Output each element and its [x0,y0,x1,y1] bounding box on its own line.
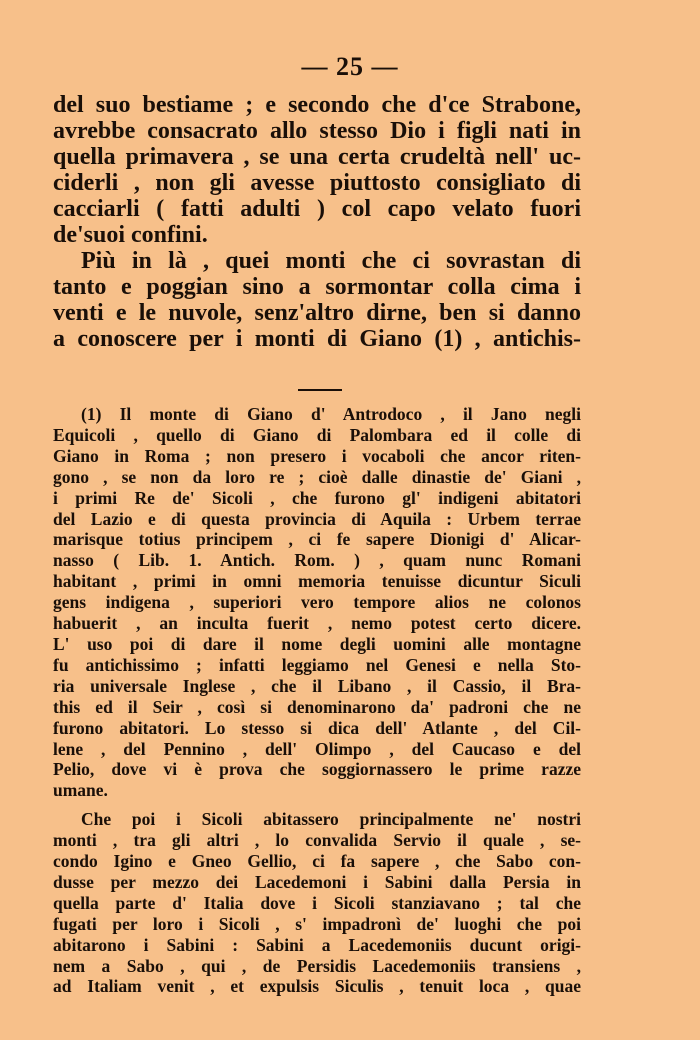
footnote-line: fu antichissimo ; infatti leggiamo nel Genesi e nella Sto- [53,654,581,675]
footnote-line: L' uso poi di dare il nome degli uomini alle montagne [53,633,581,654]
main-line: ciderli , non gli avesse piuttosto consigliato di [53,170,581,196]
footnote-line: ad Italiam venit , et expulsis Siculis , tenuit loca , quae [53,976,581,997]
main-line: de'suoi confini. [53,222,208,248]
main-line: venti e le nuvole, senz'altro dirne, ben si danno [53,300,581,326]
footnote-line: abitarono i Sabini : Sabini a Lacedemoniis ducunt origi- [53,934,581,955]
main-line: avrebbe consacrato allo stesso Dio i figli nati in [53,118,581,144]
main-text [53,92,581,352]
footnote-line: habuerit , an inculta fuerit , nemo potest certo dicere. [53,613,581,634]
footnote-line: fugati per loro i Sicoli , s' impadronì de' luoghi che poi [53,913,581,934]
footnote-line: gono , se non da loro re ; cioè dalle dinastie de' Giani , [53,466,581,487]
footnote-line: dusse per mezzo dei Lacedemoni i Sabini dalla Persia in [53,871,581,892]
footnote-line: monti , tra gli altri , lo convalida Servio il quale , se- [53,830,581,851]
main-line: cacciarli ( fatti adulti ) col capo velato fuori [53,196,581,222]
footnote-line: this ed il Seir , così si denominarono da' padroni che ne [53,696,581,717]
footnote-line: del Lazio e di questa provincia di Aquila : Urbem terrae [53,508,581,529]
footnote-line: quella parte d' Italia dove i Sicoli stanziavano ; tal che [53,892,581,913]
footnote-line: Pelio, dove vi è prova che soggiornassero le prime razze [53,759,581,780]
footnote [53,404,581,997]
footnote-line: gens indigena , superiori vero tempore alios ne colonos [53,592,581,613]
footnote-line: (1) Il monte di Giano d' Antrodoco , il Jano negli [81,404,581,424]
footnote-line: nem a Sabo , qui , de Persidis Lacedemoniis transiens , [53,955,581,976]
main-line: quella primavera , se una certa crudeltà nell' uc- [53,144,581,170]
footnote-line: condo Igino e Gneo Gellio, ci fa sapere , che Sabo con- [53,851,581,872]
footnote-line: nasso ( Lib. 1. Antich. Rom. ) , quam nunc Romani [53,550,581,571]
page-number: — 25 — [301,52,399,81]
main-line: a conoscere per i monti di Giano (1) , antichis- [53,326,581,352]
main-line: Più in là , quei monti che ci sovrastan di [81,248,581,274]
footnote-line: lene , del Pennino , dell' Olimpo , del Caucaso e del [53,738,581,759]
footnote-separator [298,389,342,391]
footnote-line: furono abitatori. Lo stesso si dica dell' Atlante , del Cil- [53,717,581,738]
main-line: tanto e poggian sino a sormontar colla cima i [53,274,581,300]
footnote-line: marisque totius principem , ci fe sapere Dionigi d' Alicar- [53,529,581,550]
main-line: del suo bestiame ; e secondo che d'ce Strabone, [53,92,581,118]
footnote-line: habitant , primi in omni memoria tenuisse dicuntur Siculi [53,571,581,592]
footnote-line: Equicoli , quello di Giano di Palombara ed il colle di [53,424,581,445]
footnote-line: i primi Re de' Sicoli , che furono gl' indigeni abitatori [53,487,581,508]
paragraph-gap [53,801,581,809]
footnote-line: umane. [53,780,108,801]
footnote-line: ria universale Inglese , che il Libano , il Cassio, il Bra- [53,675,581,696]
footnote-line: Che poi i Sicoli abitassero principalmente ne' nostri [81,809,581,830]
footnote-line: Giano in Roma ; non presero i vocaboli che ancor riten- [53,445,581,466]
